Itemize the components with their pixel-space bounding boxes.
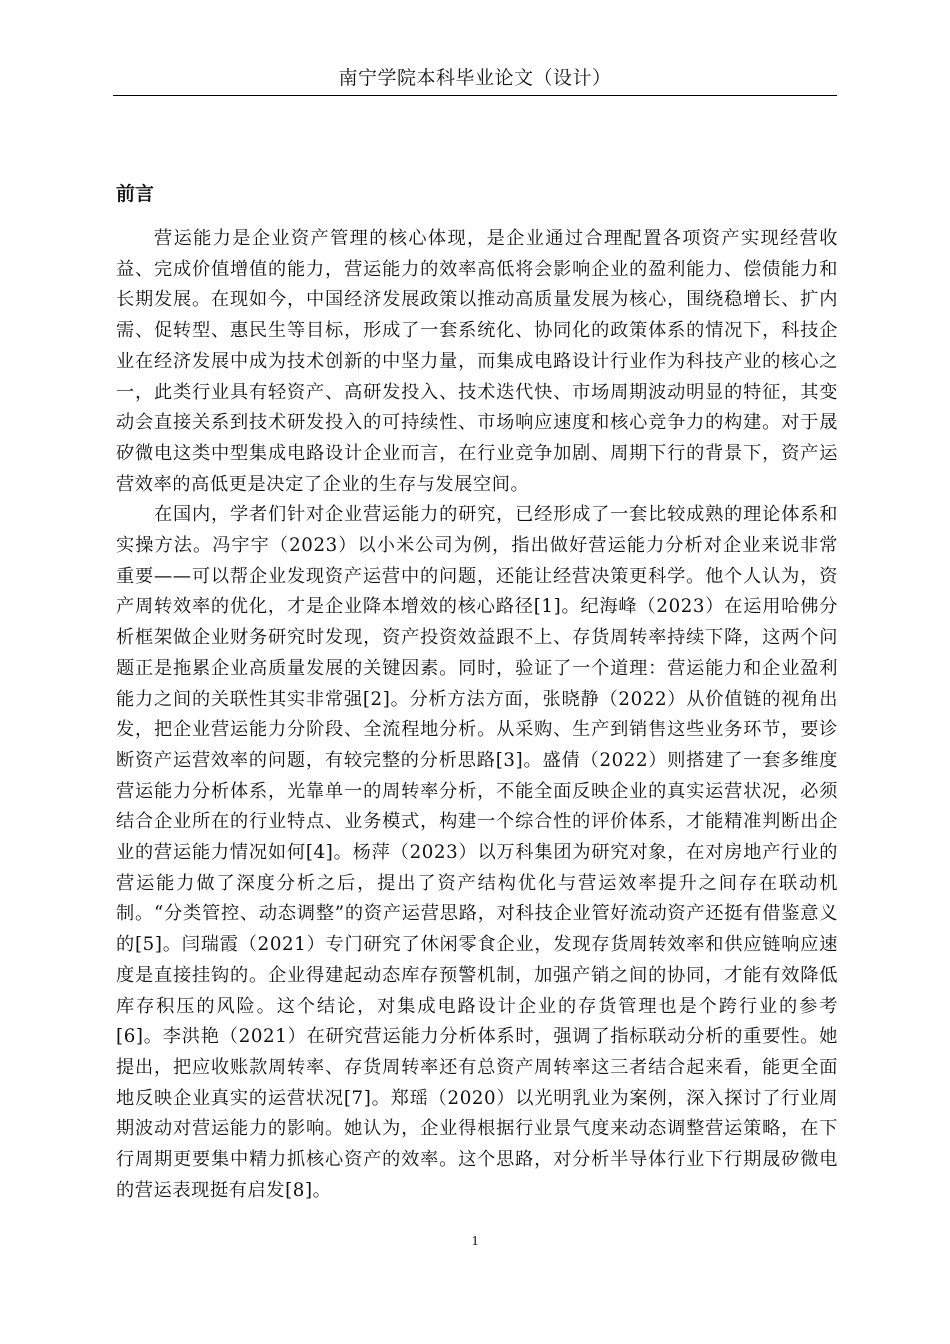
paragraph-intro: 营运能力是企业资产管理的核心体现，是企业通过合理配置各项资产实现经营收益、完成价值增值的能力，营运能力的效率高低将会影响企业的盈利能力、偿债能力和长期发展。在现如今，中国经济发展政策以推动高质量发展为核心，围绕稳增长、扩内需、促转型、惠民生等目标，形成了一套系统化、协同化的政策体系的情况下，科技企业在经济发展中成为技术创新的中坚力量，而集成电路设计行业作为科技产业的核心之一，此类行业具有轻资产、高研发投入、技术迭代快、市场周期波动明显的特征，其变动会直接关系到技术研发投入的可持续性、市场响应速度和核心竞争力的构建。对于晟矽微电这类中型集成电路设计企业而言，在行业竞争加剧、周期下行的背景下，资产运营效率的高低更是决定了企业的生存与发展空间。 [116,228,838,495]
page-number: 1 [471,1234,479,1249]
header-divider [113,95,837,96]
paragraph-literature-review: 在国内，学者们针对企业营运能力的研究，已经形成了一套比较成熟的理论体系和实操方法。冯宇宇（2023）以小米公司为例，指出做好营运能力分析对企业来说非常重要——可以帮企业发现资产运营中的问题，还能让经营决策更科学。他个人认为，资产周转效率的优化，才是企业降本增效的核心路径[1]。纪海峰（2023）在运用哈佛分析框架做企业财务研究时发现，资产投资效益跟不上、存货周转率持续下降，这两个问题正是拖累企业高质量发展的关键因素。同时，验证了一个道理：营运能力和企业盈利能力之间的关联性其实非常强[2]。分析方法方面，张晓静（2022）从价值链的视角出发，把企业营运能力分阶段、全流程地分析。从采购、生产到销售这些业务环节，要诊断资产运营效率的问题，有较完整的分析思路[3]。盛倩（2022）则搭建了一套多维度营运能力分析体系，光靠单一的周转率分析，不能全面反映企业的真实运营状况，必须结合企业所在的行业特点、业务模式，构建一个综合性的评价体系，才能精准判断出企业的营运能力情况如何[4]。杨萍（2023）以万科集团为研究对象，在对房地产行业的营运能力做了深度分析之后，提出了资产结构优化与营运效率提升之间存在联动机制。“分类管控、动态调整”的资产运营思路，对科技企业管好流动资产还挺有借鉴意义的[5]。闫瑞霞（2021）专门研究了休闲零食企业，发现存货周转效率和供应链响应速度是直接挂钩的。企业得建起动态库存预警机制，加强产销之间的协同，才能有效降低库存积压的风险。这个结论，对集成电路设计企业的存货管理也是个跨行业的参考[6]。李洪艳（2021）在研究营运能力分析体系时，强调了指标联动分析的重要性。她提出，把应收账款周转率、存货周转率还有总资产周转率这三者结合起来看，能更全面地反映企业真实的运营状况[7]。郑瑶（2020）以光明乳业为案例，深入探讨了行业周期波动对营运能力的影响。她认为，企业得根据行业景气度来动态调整营运策略，在下行周期更要集中精力抓核心资产的效率。这个思路，对分析半导体行业下行期晟矽微电的营运表现挺有启发[8]。 [116,504,838,1201]
page-header: 南宁学院本科毕业论文（设计） [338,67,612,89]
body-text [116,224,838,1207]
section-heading: 前言 [116,183,155,205]
